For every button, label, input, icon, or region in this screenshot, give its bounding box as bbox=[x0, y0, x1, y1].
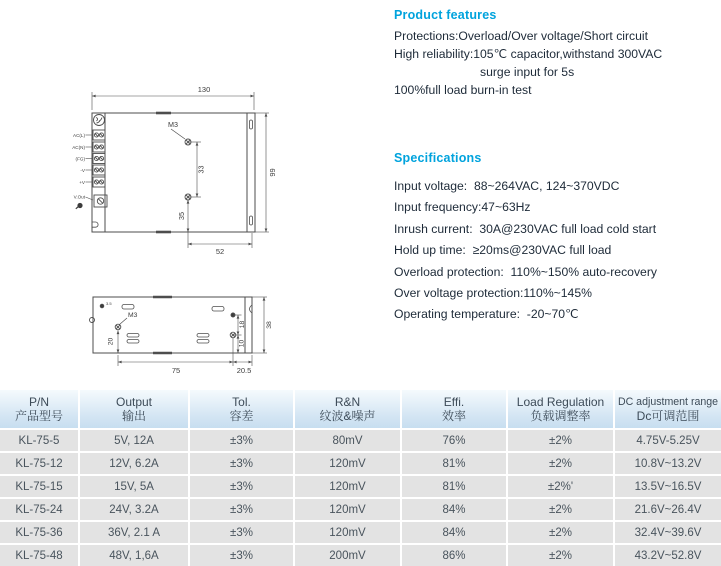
case-outline bbox=[93, 297, 252, 353]
cell-efficiency: 76% bbox=[402, 430, 506, 451]
feature-line: 100%full load burn-in test bbox=[394, 83, 532, 97]
cell-load-regulation: ±2% bbox=[508, 522, 613, 543]
cell-tolerance: ±3% bbox=[190, 522, 293, 543]
col-header-load-regulation bbox=[508, 390, 613, 428]
dim-right-top: 18 bbox=[239, 320, 246, 329]
terminal-block-strip bbox=[93, 130, 107, 207]
cell-ripple-noise: 120mV bbox=[295, 476, 400, 497]
cell-efficiency: 81% bbox=[402, 476, 506, 497]
terminal-label: (FG) bbox=[75, 156, 85, 162]
cell-dc-adjustment: 10.8V~13.2V bbox=[615, 453, 721, 474]
cell-output: 5V, 12A bbox=[80, 430, 188, 451]
models-spec-table bbox=[0, 390, 721, 566]
terminal-label: AC(N) bbox=[72, 144, 85, 150]
terminal-block bbox=[93, 165, 105, 175]
terminal-label: V.Out bbox=[73, 194, 85, 200]
cell-output: 24V, 3.2A bbox=[80, 499, 188, 520]
cell-load-regulation: ±2%' bbox=[508, 476, 613, 497]
cell-efficiency: 86% bbox=[402, 545, 506, 566]
header-en: Load Regulation bbox=[516, 394, 605, 409]
specifications-title: Specifications bbox=[394, 151, 482, 165]
cell-dc-adjustment: 21.6V~26.4V bbox=[615, 499, 721, 520]
cell-dc-adjustment: 4.75V-5.25V bbox=[615, 430, 721, 451]
spec-line: Inrush current: 30A@230VAC full load cold start bbox=[394, 221, 657, 236]
cell-ripple-noise: 120mV bbox=[295, 522, 400, 543]
cell-efficiency: 84% bbox=[402, 522, 506, 543]
screw-size-label: M3 bbox=[128, 312, 138, 319]
col-header-tolerance bbox=[190, 390, 293, 428]
dim-bottom-right-span: 20.5 bbox=[236, 366, 252, 375]
header-cn: Dc可调范围 bbox=[636, 409, 700, 423]
cell-tolerance: ±3% bbox=[190, 453, 293, 474]
bottom-view-drawing bbox=[73, 281, 308, 381]
terminal-block bbox=[93, 142, 105, 152]
terminal-label: AC(L) bbox=[73, 132, 85, 138]
terminal-block bbox=[93, 154, 105, 164]
product-features-section bbox=[394, 8, 721, 99]
header-cn: 容差 bbox=[229, 409, 254, 423]
feature-line: Protections:Overload/Over voltage/Short circuit bbox=[394, 29, 649, 43]
header-en: R&N bbox=[334, 394, 361, 409]
terminal-block bbox=[93, 130, 105, 140]
spec-line: Input voltage: 88~264VAC, 124~370VDC bbox=[394, 179, 620, 193]
header-en: Tol. bbox=[232, 394, 251, 409]
feature-line: High reliability:105℃ capacitor,withstand 300VAC bbox=[394, 47, 663, 61]
header-en: P/N bbox=[28, 394, 49, 409]
fan-symbol-icon bbox=[94, 115, 105, 126]
col-header-dc-adjustment bbox=[615, 390, 721, 428]
header-cn: 产品型号 bbox=[14, 409, 63, 423]
cell-tolerance: ±3% bbox=[190, 545, 293, 566]
cell-efficiency: 84% bbox=[402, 499, 506, 520]
header-en: DC adjustment range bbox=[617, 395, 719, 408]
cell-ripple-noise: 120mV bbox=[295, 499, 400, 520]
cell-dc-adjustment: 13.5V~16.5V bbox=[615, 476, 721, 497]
cell-tolerance: ±3% bbox=[190, 476, 293, 497]
header-cn: 纹波&噪声 bbox=[319, 409, 376, 423]
feature-line: surge input for 5s bbox=[480, 65, 575, 79]
header-cn: 效率 bbox=[441, 409, 466, 423]
cell-output: 12V, 6.2A bbox=[80, 453, 188, 474]
dim-depth: 38 bbox=[266, 321, 273, 329]
cell-ripple-noise: 200mV bbox=[295, 545, 400, 566]
cell-ripple-noise: 120mV bbox=[295, 453, 400, 474]
cell-tolerance: ±3% bbox=[190, 430, 293, 451]
col-header-pn bbox=[0, 390, 78, 428]
header-cn: 输出 bbox=[121, 409, 146, 423]
dim-hole-spacing: 33 bbox=[196, 165, 206, 174]
cell-efficiency: 81% bbox=[402, 453, 506, 474]
cell-load-regulation: ±2% bbox=[508, 430, 613, 451]
cell-output: 15V, 5A bbox=[80, 476, 188, 497]
mounting-holes bbox=[90, 304, 236, 338]
dim-hole-to-bottom: 35 bbox=[177, 212, 186, 220]
cell-pn: KL-75-12 bbox=[0, 453, 78, 474]
cell-pn: KL-75-5 bbox=[0, 430, 78, 451]
spec-line: Overload protection: 110%~150% auto-recovery bbox=[394, 264, 657, 279]
header-en: Output bbox=[115, 394, 153, 409]
dim-left: 20 bbox=[107, 337, 115, 346]
cell-dc-adjustment: 32.4V~39.6V bbox=[615, 522, 721, 543]
cell-tolerance: ±3% bbox=[190, 499, 293, 520]
dim-right-bottom: 10 bbox=[238, 339, 246, 348]
cell-load-regulation: ±2% bbox=[508, 453, 613, 474]
dim-bottom-span: 75 bbox=[171, 366, 181, 375]
cell-pn: KL-75-15 bbox=[0, 476, 78, 497]
spec-line: Over voltage protection:110%~145% bbox=[394, 286, 592, 301]
terminal-label: +V bbox=[79, 179, 85, 185]
specifications-section bbox=[394, 151, 721, 326]
dimension-lines bbox=[92, 92, 269, 248]
product-features-title: Product features bbox=[394, 8, 497, 22]
terminal-labels bbox=[72, 133, 93, 209]
cell-output: 36V, 2.1 A bbox=[80, 522, 188, 543]
dim-bottom-span: 52 bbox=[215, 247, 225, 256]
spec-line: Hold up time: ≥20ms@230VAC full load bbox=[394, 243, 612, 258]
header-en: Effi. bbox=[443, 394, 465, 409]
terminal-block bbox=[93, 177, 105, 187]
terminal-label: -V bbox=[80, 167, 85, 173]
cell-ripple-noise: 80mV bbox=[295, 430, 400, 451]
cell-pn: KL-75-24 bbox=[0, 499, 78, 520]
spec-line: Input frequency:47~63Hz bbox=[394, 200, 531, 215]
col-header-output bbox=[80, 390, 188, 428]
spec-line: Operating temperature: -20~70℃ bbox=[394, 307, 579, 322]
dim-width: 130 bbox=[197, 85, 211, 94]
front-view-drawing bbox=[38, 76, 323, 266]
col-header-efficiency bbox=[402, 390, 506, 428]
cell-output: 48V, 1,6A bbox=[80, 545, 188, 566]
col-header-ripple-noise bbox=[295, 390, 400, 428]
cell-load-regulation: ±2% bbox=[508, 499, 613, 520]
mounting-holes bbox=[171, 129, 191, 200]
hole-diameter-label: 3.5 bbox=[106, 301, 112, 306]
cell-pn: KL-75-48 bbox=[0, 545, 78, 566]
header-cn: 负载调整率 bbox=[530, 409, 591, 423]
cell-dc-adjustment: 43.2V~52.8V bbox=[615, 545, 721, 566]
dim-height: 99 bbox=[268, 168, 277, 177]
cell-pn: KL-75-36 bbox=[0, 522, 78, 543]
cell-load-regulation: ±2% bbox=[508, 545, 613, 566]
screwdriver-icon bbox=[76, 203, 83, 209]
screw-size-label: M3 bbox=[168, 120, 178, 129]
